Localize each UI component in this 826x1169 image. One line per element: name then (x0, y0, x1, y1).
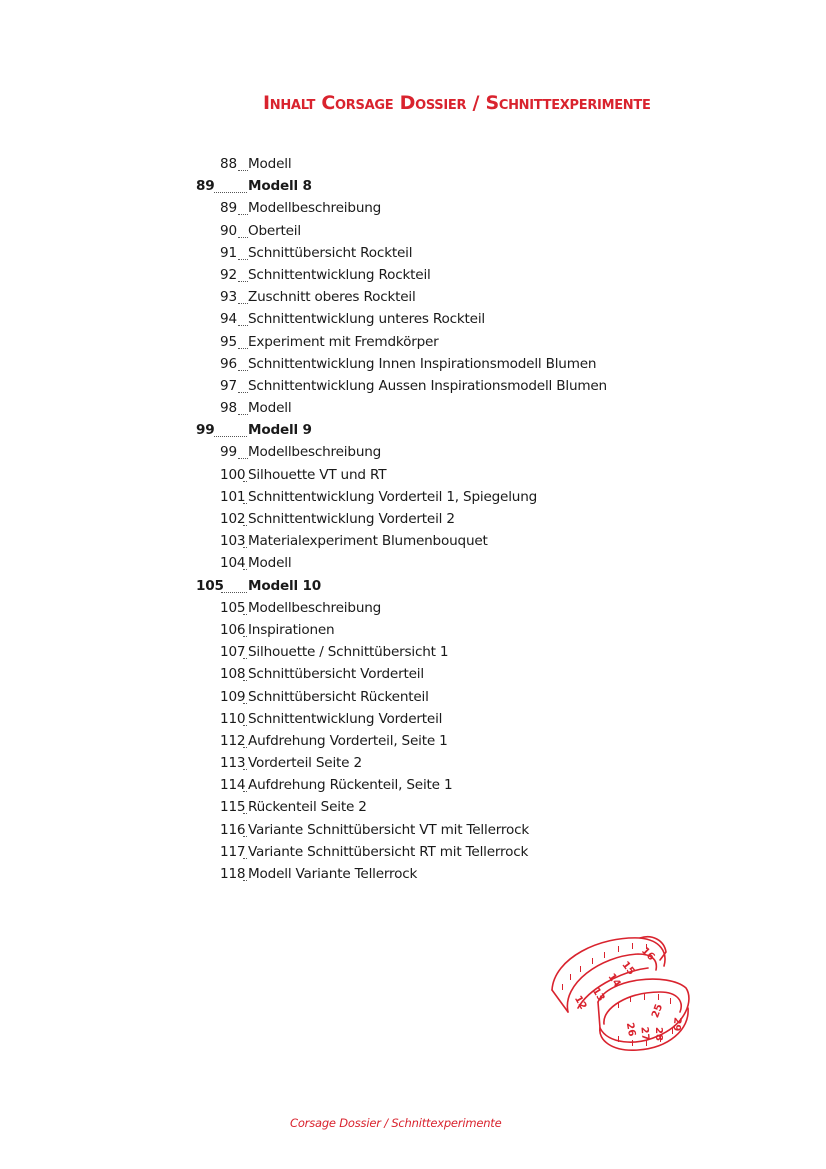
toc-label: Materialexperiment Blumenbouquet (248, 533, 488, 550)
toc-label: Oberteil (248, 222, 301, 239)
toc-page-number: 105 (196, 577, 224, 594)
toc-label: Silhouette VT und RT (248, 466, 387, 483)
toc-leader-dots (243, 567, 247, 570)
toc-page-number: 106 (220, 621, 246, 638)
toc-leader-dots (243, 856, 247, 859)
toc-label: Variante Schnittübersicht RT mit Tellerrock (248, 843, 529, 860)
toc-page-number: 89 (220, 200, 237, 217)
toc-page-number: 88 (220, 156, 237, 172)
tape-number: 28 (653, 1027, 664, 1041)
toc-label: Schnittentwicklung Innen Inspirationsmodell Blumen (248, 355, 597, 372)
toc-leader-dots (243, 878, 247, 881)
toc-leader-dots (243, 723, 247, 726)
toc-leader-dots (243, 634, 247, 637)
toc-leader-dots (238, 456, 248, 459)
toc-page-number: 93 (220, 289, 237, 306)
page-title: Inhalt Corsage Dossier / Schnittexperimente (263, 92, 651, 114)
toc-leader-dots (238, 212, 248, 215)
toc-leader-dots (243, 678, 247, 681)
toc-leader-dots (238, 301, 248, 304)
toc-label: Modell 9 (248, 422, 312, 439)
tape-number: 15 (619, 959, 637, 978)
toc-leader-dots (238, 390, 248, 393)
toc-leader-dots (238, 168, 248, 171)
toc-page-number: 92 (220, 266, 237, 283)
toc-leader-dots (214, 434, 247, 437)
toc-page-number: 95 (220, 333, 237, 350)
toc-leader-dots (243, 767, 247, 770)
toc-page-number: 109 (220, 688, 246, 705)
toc-page-number: 114 (220, 777, 246, 794)
toc-label: Zuschnitt oberes Rockteil (248, 289, 416, 306)
toc-leader-dots (238, 346, 248, 349)
tape-number: 13 (589, 985, 607, 1004)
toc-leader-dots (238, 235, 248, 238)
toc-label: Schnittübersicht Rückenteil (248, 688, 429, 705)
toc-leader-dots (243, 523, 247, 526)
tape-number: 14 (605, 971, 623, 990)
toc-label: Modell Variante Tellerrock (248, 866, 418, 882)
toc-leader-dots (243, 834, 247, 837)
toc-leader-dots (238, 323, 248, 326)
toc-label: Schnittentwicklung unteres Rockteil (248, 311, 486, 328)
toc-label: Experiment mit Fremdkörper (248, 333, 439, 350)
measuring-tape-icon (548, 928, 694, 1056)
toc-label: Modell (248, 156, 292, 172)
tape-number: 29 (670, 1016, 683, 1032)
toc-leader-dots (243, 656, 247, 659)
toc-leader-dots (221, 590, 247, 593)
toc-leader-dots (243, 789, 247, 792)
toc-page-number: 94 (220, 311, 237, 328)
toc-label: Modell (248, 400, 292, 417)
toc-leader-dots (243, 479, 247, 482)
toc-page-number: 90 (220, 222, 237, 239)
toc-label: Schnittübersicht Vorderteil (248, 666, 424, 683)
tape-number: 16 (638, 945, 657, 964)
toc-label: Modell 8 (248, 178, 312, 195)
toc-page-number: 110 (220, 710, 246, 727)
toc-page-number: 117 (220, 843, 246, 860)
toc-label: Schnittübersicht Rockteil (248, 244, 413, 261)
toc-label: Modellbeschreibung (248, 200, 382, 217)
toc-label: Schnittentwicklung Vorderteil 2 (248, 511, 455, 527)
toc-page-number: 113 (220, 755, 246, 772)
toc-page-number: 115 (220, 799, 246, 816)
tape-number: 25 (650, 1002, 666, 1020)
tape-number: 27 (638, 1026, 651, 1042)
toc-label: Inspirationen (248, 621, 335, 638)
page-footer: Corsage Dossier / Schnittexperimente (290, 1116, 502, 1130)
toc-leader-dots (238, 257, 248, 260)
toc-label: Variante Schnittübersicht VT mit Tellerrock (248, 821, 530, 838)
toc-page-number: 108 (220, 666, 246, 683)
toc-label: Modellbeschreibung (248, 444, 382, 461)
toc-leader-dots (243, 701, 247, 704)
toc-label: Schnittentwicklung Vorderteil (248, 710, 443, 727)
toc-leader-dots (243, 501, 247, 504)
toc-label: Schnittentwicklung Rockteil (248, 266, 431, 283)
toc-page-number: 107 (220, 644, 246, 661)
toc-label: Rückenteil Seite 2 (248, 799, 367, 816)
toc-label: Schnittentwicklung Aussen Inspirationsmodell Blumen (248, 377, 607, 394)
toc-label: Modell (248, 555, 292, 572)
toc-page-number: 100 (220, 466, 246, 483)
toc-page-number: 102 (220, 511, 246, 527)
toc-page-number: 97 (220, 377, 237, 394)
toc-page-number: 99 (196, 422, 215, 439)
toc-leader-dots (243, 745, 247, 748)
toc-label: Vorderteil Seite 2 (248, 755, 362, 772)
toc-page-number: 118 (220, 866, 246, 882)
toc-page-number: 101 (220, 488, 246, 505)
toc-page-number: 116 (220, 821, 246, 838)
toc-leader-dots (214, 190, 247, 193)
toc-label: Aufdrehung Rückenteil, Seite 1 (248, 777, 453, 794)
toc-leader-dots (243, 612, 247, 615)
toc-leader-dots (238, 368, 248, 371)
toc-leader-dots (243, 545, 247, 548)
toc-page-number: 104 (220, 555, 246, 572)
toc-page-number: 112 (220, 732, 246, 749)
toc-page-number: 91 (220, 244, 237, 261)
toc-page-number: 96 (220, 355, 237, 372)
toc-leader-dots (243, 811, 247, 814)
toc-page-number: 103 (220, 533, 246, 550)
toc-page-number: 89 (196, 178, 215, 195)
toc-label: Aufdrehung Vorderteil, Seite 1 (248, 732, 448, 749)
tape-number: 26 (623, 1021, 638, 1038)
toc-label: Schnittentwicklung Vorderteil 1, Spiegelung (248, 488, 538, 505)
toc-page-number: 99 (220, 444, 237, 461)
toc-page-number: 98 (220, 400, 237, 417)
toc-label: Modellbeschreibung (248, 599, 382, 616)
toc-leader-dots (238, 412, 248, 415)
toc-label: Silhouette / Schnittübersicht 1 (248, 644, 449, 661)
toc-page-number: 105 (220, 599, 246, 616)
toc-label: Modell 10 (248, 577, 321, 594)
tape-number: 12 (571, 993, 589, 1012)
toc-leader-dots (238, 279, 248, 282)
